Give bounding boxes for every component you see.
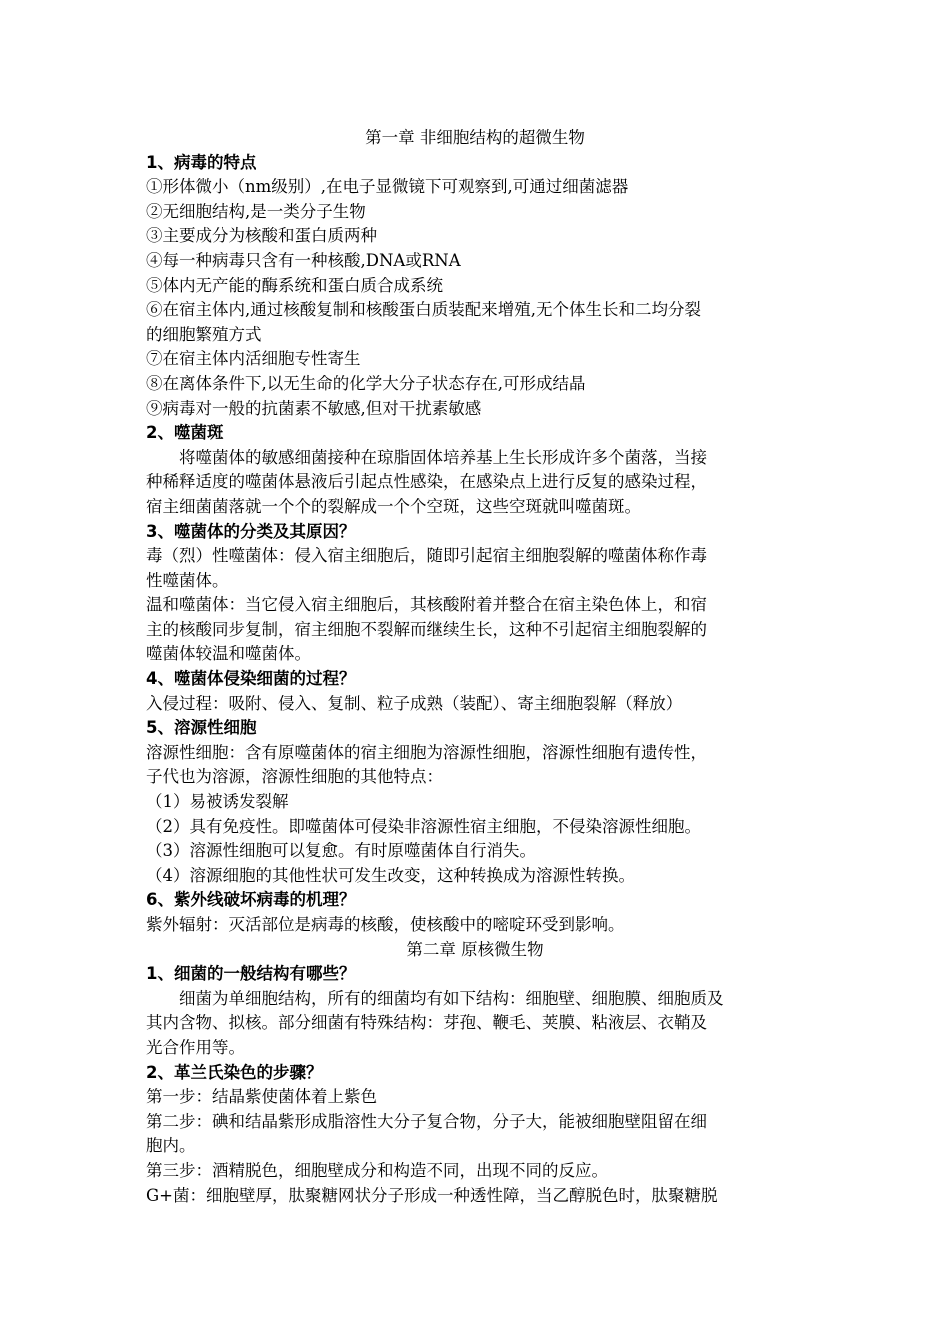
paragraph-line: 紫外辐射：灭活部位是病毒的核酸，使核酸中的嘧啶环受到影响。 [146,915,625,934]
list-item: （1）易被诱发裂解 [146,792,289,812]
paragraph-line: 细菌为单细胞结构，所有的细菌均有如下结构：细胞壁、细胞膜、细胞质及 [179,988,724,1008]
chapter-2-title: 第二章 原核微生物 [406,939,544,959]
section-heading-lysogenic-cell: 5、溶源性细胞 [146,718,257,738]
list-item: （2）具有免疫性。即噬菌体可侵染非溶源性宿主细胞，不侵染溶源性细胞。 [146,816,701,836]
section-heading-plaque: 2、噬菌斑 [146,423,224,443]
paragraph-line: 第二步：碘和结晶紫形成脂溶性大分子复合物，分子大，能被细胞壁阻留在细 [146,1111,707,1131]
list-item: （4）溶源细胞的其他性状可发生改变，这种转换成为溶源性转换。 [146,865,635,885]
list-item-continuation: 的细胞繁殖方式 [146,324,262,344]
paragraph-line: 第一步：结晶紫使菌体着上紫色 [146,1087,377,1107]
paragraph-line: G+菌：细胞壁厚，肽聚糖网状分子形成一种透性障，当乙醇脱色时，肽聚糖脱 [146,1185,718,1205]
section-heading-uv-mechanism: 6、紫外线破坏病毒的机理？ [146,890,356,910]
paragraph-line: 将噬菌体的敏感细菌接种在琼脂固体培养基上生长形成许多个菌落，当接 [179,447,707,467]
list-item: ⑤体内无产能的酶系统和蛋白质合成系统 [146,275,443,295]
section-heading-virus-features: 1、病毒的特点 [146,152,257,172]
list-item: ⑧在离体条件下,以无生命的化学大分子状态存在,可形成结晶 [146,373,586,393]
list-item: ⑨病毒对一般的抗菌素不敏感,但对干扰素敏感 [146,398,482,418]
paragraph-line: 温和噬菌体：当它侵入宿主细胞后，其核酸附着并整合在宿主染色体上，和宿 [146,595,707,615]
paragraph-line: 溶源性细胞：含有原噬菌体的宿主细胞为溶源性细胞，溶源性细胞有遗传性， [146,742,707,762]
list-item: ②无细胞结构,是一类分子生物 [146,201,366,221]
list-item: ③主要成分为核酸和蛋白质两种 [146,226,377,246]
paragraph-line: 胞内。 [146,1136,196,1156]
paragraph-line: 宿主细菌菌落就一个个的裂解成一个个空斑，这些空斑就叫噬菌斑。 [146,496,641,516]
list-item: （3）溶源性细胞可以复愈。有时原噬菌体自行消失。 [146,841,536,861]
list-item: ⑦在宿主体内活细胞专性寄生 [146,349,361,369]
paragraph-line: 种稀释适度的噬菌体悬液后引起点性感染，在感染点上进行反复的感染过程， [146,472,707,492]
paragraph-line: 毒（烈）性噬菌体：侵入宿主细胞后，随即引起宿主细胞裂解的噬菌体称作毒 [146,546,707,566]
chapter-1-title: 第一章 非细胞结构的超微生物 [365,128,585,147]
list-item: ④每一种病毒只含有一种核酸,DNA或RNA [146,250,461,270]
section-heading-gram-stain: 2、革兰氏染色的步骤？ [146,1062,323,1082]
section-heading-infection-process: 4、噬菌体侵染细菌的过程？ [146,669,356,689]
paragraph-line: 入侵过程：吸附、侵入、复制、粒子成熟（装配）、寄主细胞裂解（释放） [146,693,683,713]
paragraph-line: 子代也为溶源，溶源性细胞的其他特点： [146,767,443,787]
paragraph-line: 光合作用等。 [146,1037,245,1057]
paragraph-line: 性噬菌体。 [146,570,229,590]
document-body [146,126,804,1208]
list-item: ①形体微小（nm级别）,在电子显微镜下可观察到,可通过细菌滤器 [146,177,629,197]
section-heading-bacteria-structure: 1、细菌的一般结构有哪些？ [146,964,356,984]
list-item: ⑥在宿主体内,通过核酸复制和核酸蛋白质装配来增殖,无个体生长和二均分裂 [146,300,701,320]
paragraph-line: 第三步：酒精脱色，细胞壁成分和构造不同，出现不同的反应。 [146,1160,608,1180]
section-heading-phage-types: 3、噬菌体的分类及其原因？ [146,521,356,541]
paragraph-line: 主的核酸同步复制，宿主细胞不裂解而继续生长，这种不引起宿主细胞裂解的 [146,619,707,639]
paragraph-line: 噬菌体较温和噬菌体。 [146,644,311,664]
paragraph-line: 其内含物、拟核。部分细菌有特殊结构：芽孢、鞭毛、荚膜、粘液层、衣鞘及 [146,1013,707,1033]
